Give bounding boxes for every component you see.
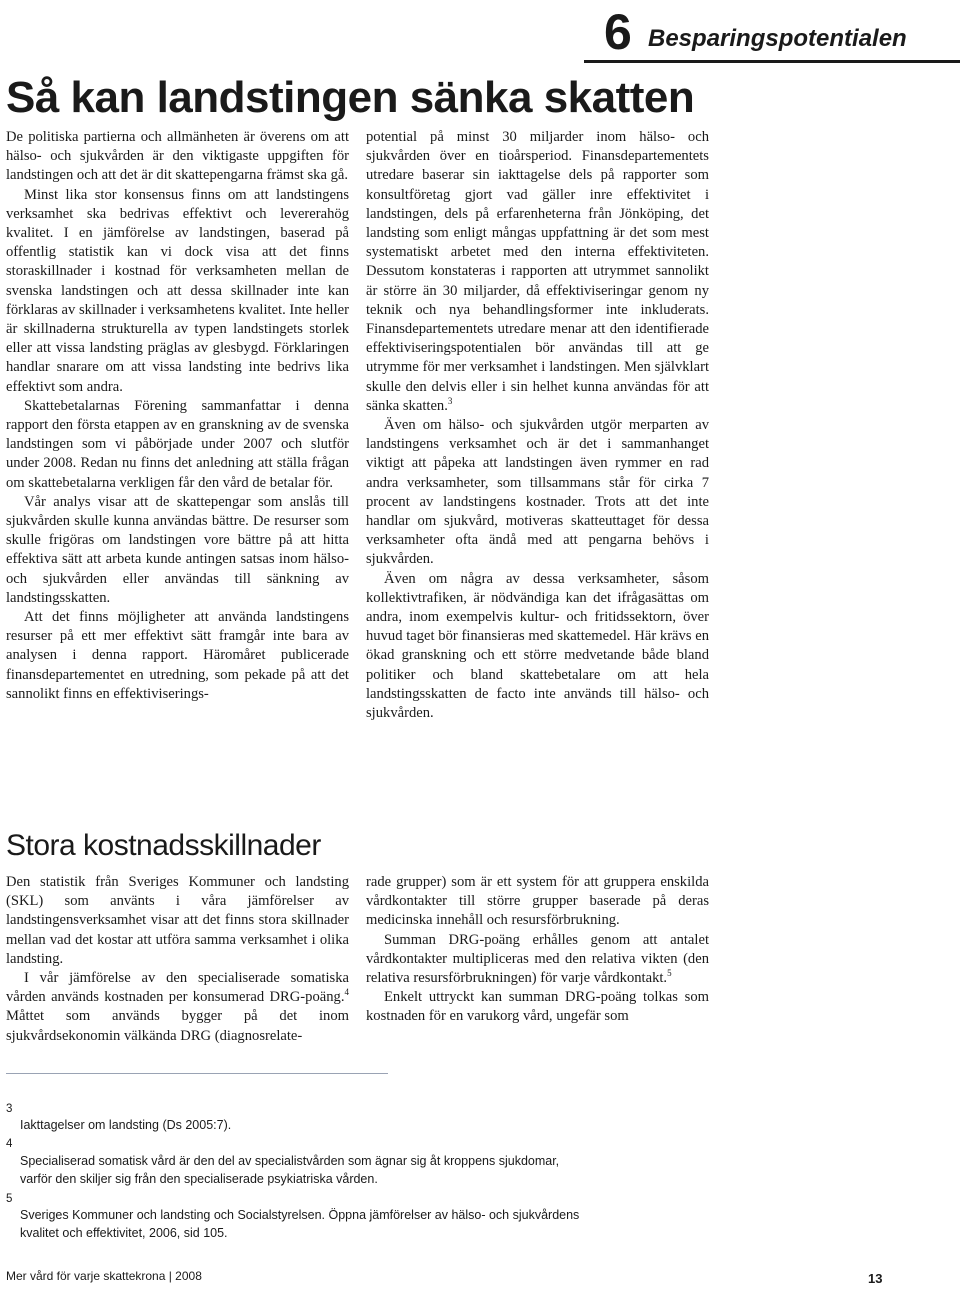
paragraph-text: Måttet som används bygger på det inom sjukvårdsekonomin välkända DRG (diagnosrelate- [6,1008,349,1044]
footnote-text: Iakttagelser om landsting (Ds 2005:7). [20,1118,232,1132]
chapter-number: 6 [604,4,632,60]
paragraph-text: potential på minst 30 miljarder inom hälso- och sjukvården över en tioårsperiod. Finansdepartementets utredare baserar sin iakttagelse dels på rapporter som konsultföretag gjort vad gäller inre effektivitet i landstingen, dels på erfarenheterna från Jönköping, det landsting som enligt mångas uppfattning är det som mest systematiskt arbetet med den interna effektiviteten. Dessutom konstateras i rapporten att utrymmet sannolikt är större än 30 miljarder, då effektiviseringar genom ny teknik och nya behandlingsformer inte inkluderats. Finansdepartementets utredare menar att den identifierade effektiviseringspotentialen bör användas till att ge utrymme för mer verksamhet i landstingen. Men självklart skulle den delvis eller i sin helhet kunna användas för att sänka skatten. [366,129,709,414]
body-column-4 [366,873,709,1027]
paragraph: Enkelt uttryckt kan summan DRG-poäng tolkas som kostnaden för en varukorg vård, ungefär som [366,989,709,1025]
paragraph: Även om några av dessa verksamheter, såsom kollektivtrafiken, är nödvändiga kan det ifrågasättas om andra, inom exempelvis kultur- och fritidssektorn, över huvud taget bör finansieras med skattemedel. Här krävs en ökad granskning och ett större medvetande både bland politiker och bland skattebetalare om att hela landstingsskatten de facto inte används till hälso- och sjukvården. [366,570,709,722]
footnote-number: 4 [6,1138,13,1150]
chapter-title: Besparingspotentialen [648,25,907,52]
body-column-3 [6,873,349,1046]
footnote-ref: 4 [344,987,349,998]
paragraph: rade grupper) som är ett system för att gruppera enskilda vårdkontakter till större grupper baserade på deras medicinska innehåll och resursförbrukning. [366,874,709,929]
paragraph [366,128,709,416]
footnote-ref: 3 [447,395,453,406]
footnote-text: Sveriges Kommuner och landsting och Socialstyrelsen. Öppna jämförelser av hälso- och sjukvårdens kvalitet och effektivitet, 2006, sid 105. [20,1208,580,1240]
footer-publication: Mer vård för varje skattekrona | 2008 [6,1269,202,1283]
footnote-rule [6,1073,388,1074]
paragraph: Vår analys visar att de skattepengar som anslås till sjukvården skulle kunna användas bättre. De resurser som skulle frigöras om landstingen vore bättre på att hitta effektiva sätt att arbeta kunde antingen satsas inom hälso- och sjukvården eller användas till sänkning av landstingsskatten. [6,493,349,606]
paragraph: De politiska partierna och allmänheten är överens om att hälso- och sjukvården är den viktigaste uppgiften för landstingen och att det är dit skattepengarna främst ska gå. [6,129,349,184]
footnote-number: 5 [6,1193,13,1205]
paragraph: Den statistik från Sveriges Kommuner och landsting (SKL) som använts i våra jämförelser av landstingensverksamhet visar att det finns stora skillnader mellan vad det kostar att utföra samma verksamhet i olika landsting. [6,874,349,967]
paragraph: Minst lika stor konsensus finns om att landstingens verksamhet ska bedrivas effektivt och levererahög kvalitet. I en jämförelse av landstingen, baserad på offentlig statistik kan vi dock visa att det finns storaskillnader i kostnad för verksamheten mellan de svenska landstingen och att dessa skillnader inte kan förklaras av skillnader i verksamhetens kvalitet. Inte heller är skillnaderna strukturella av typen landstingets storlek eller att vissa landsting präglas av glesbygd. Förklaringen handlar snarare om att vissa landsting inte bedrivs lika effektivt som andra. [6,186,349,395]
paragraph: Skattebetalarnas Förening sammanfattar i denna rapport den första etappen av en granskning av de svenska landstingen som vi påbörjade under 2007 och slutför under 2008. Redan nu finns det anledning att ställa frågan om skattebetalarna verkligen får den vård de betalar för. [6,397,349,491]
chapter-rule [584,60,960,63]
footnote-number: 3 [6,1103,13,1115]
footnote-ref: 5 [667,968,672,979]
page-title: Så kan landstingen sänka skatten [6,73,695,122]
paragraph: Att det finns möjligheter att använda landstingens resurser på ett mer effektivt sätt framgår inte bara av analysen i denna rapport. Häromåret publicerade finansdepartementet en utredning, som pekade på att det sannolikt finns en effektiviserings- [6,609,349,702]
paragraph: Även om hälso- och sjukvården utgör merparten av landstingens verksamhet och är det i sammanhanget viktigt att påpeka att landstingen även rymmer en rad andra verksamheter, som tillsammans står för cirka 7 procent av landstingens kostnader. Trots att det inte handlar om sjukvård, motiveras skatteuttaget för dessa verksamheter ofta ändå med att pengarna behövs i sjukvården. [366,417,709,568]
section-title: Stora kostnadsskillnader [6,829,321,862]
paragraph-text: Summan DRG-poäng erhålles genom att antalet vårdkontakter multipliceras med den relativa vikten (den relativa resursförbrukningen) för varje vårdkontakt. [366,931,709,987]
paragraph [6,969,349,1046]
footnote-text: Specialiserad somatisk vård är den del av specialistvården som ägnar sig åt kroppens sjukdomar, varför den skiljer sig från den specialiserade psykiatriska vården. [20,1154,560,1186]
paragraph [366,931,709,989]
body-column-1 [6,128,349,704]
body-column-2 [366,128,709,723]
page-number: 13 [868,1271,883,1286]
paragraph-text: I vår jämförelse av den specialiserade somatiska vården används kostnaden per konsumerad DRG-poäng. [6,970,349,1006]
